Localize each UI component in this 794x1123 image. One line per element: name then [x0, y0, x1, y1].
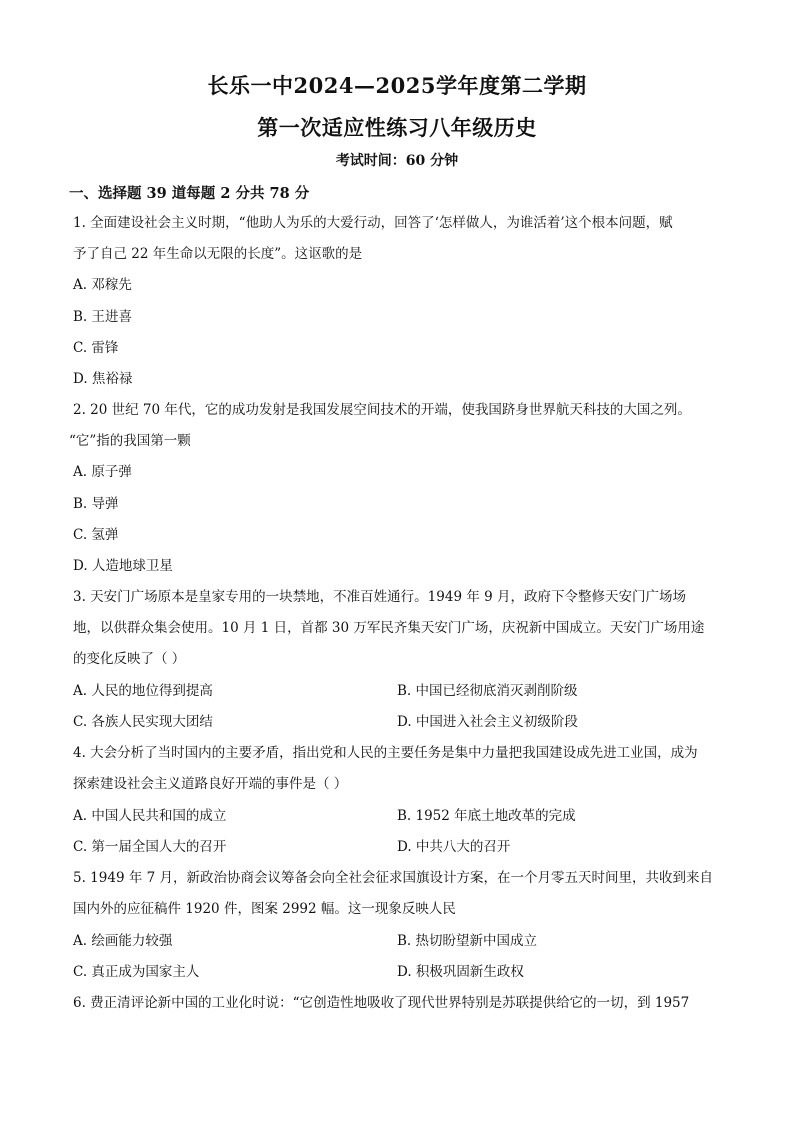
question-4-option-a: A. 中国人民共和国的成立: [73, 808, 227, 824]
question-6-stem-line1: 6. 费正清评论新中国的工业化时说：“它创造性地吸收了现代世界特别是苏联提供给它的一切，到 1957: [73, 995, 690, 1011]
question-5-option-a: A. 绘画能力较强: [73, 933, 173, 949]
question-1-stem-line2: 予了自己 22 年生命以无限的长度”。这讴歌的是: [73, 246, 363, 262]
question-5-option-c: C. 真正成为国家主人: [73, 964, 200, 980]
question-3-option-a: A. 人民的地位得到提高: [73, 683, 213, 699]
question-5-option-b: B. 热切盼望新中国成立: [397, 933, 538, 949]
question-4-option-c: C. 第一届全国人大的召开: [73, 839, 227, 855]
document-title-line2: 第一次适应性练习八年级历史: [257, 115, 537, 140]
question-5-stem-line1: 5. 1949 年 7 月，新政治协商会议筹备会向全社会征求国旗设计方案，在一个月零五天时间里，共收到来自: [73, 870, 713, 886]
question-3-option-b: B. 中国已经彻底消灭剥削阶级: [397, 683, 578, 699]
question-2-stem-line1: 2. 20 世纪 70 年代，它的成功发射是我国发展空间技术的开端，使我国跻身世界航天科技的大国之列。: [73, 402, 691, 418]
question-3-stem-line2: 地，以供群众集会使用。10 月 1 日，首都 30 万军民齐集天安门广场，庆祝新中国成立。天安门广场用途: [73, 620, 705, 636]
section-heading: 一、选择题 39 道每题 2 分共 78 分: [69, 185, 310, 202]
question-1-stem-line1: 1. 全面建设社会主义时期，“他助人为乐的大爱行动，回答了‘怎样做人，为谁活着’这个根本问题，赋: [73, 215, 673, 231]
question-2-option-a: A. 原子弹: [73, 464, 132, 480]
question-1-option-d: D. 焦裕禄: [73, 371, 133, 387]
question-3-stem-line3: 的变化反映了（ ）: [73, 651, 186, 667]
question-5-stem-line2: 国内外的应征稿件 1920 件，图案 2992 幅。这一现象反映人民: [73, 901, 456, 917]
question-4-option-d: D. 中共八大的召开: [397, 839, 511, 855]
question-2-option-c: C. 氢弹: [73, 527, 119, 543]
question-2-stem-line2: “它”指的我国第一颗: [69, 433, 191, 449]
question-3-stem-line1: 3. 天安门广场原本是皇家专用的一块禁地，不准百姓通行。1949 年 9 月，政府下令整修天安门广场场: [73, 589, 686, 605]
question-5-option-d: D. 积极巩固新生政权: [397, 964, 524, 980]
question-3-option-d: D. 中国进入社会主义初级阶段: [397, 714, 578, 730]
question-1-option-c: C. 雷锋: [73, 340, 119, 356]
question-4-stem-line2: 探索建设社会主义道路良好开端的事件是（ ）: [73, 776, 348, 792]
question-1-option-b: B. 王进喜: [73, 309, 133, 325]
question-4-stem-line1: 4. 大会分析了当时国内的主要矛盾，指出党和人民的主要任务是集中力量把我国建设成先进工业国，成为: [73, 745, 698, 761]
question-1-option-a: A. 邓稼先: [73, 277, 132, 293]
question-2-option-d: D. 人造地球卫星: [73, 558, 173, 574]
question-3-option-c: C. 各族人民实现大团结: [73, 714, 213, 730]
document-title-line1: 长乐一中2024—2025学年度第二学期: [207, 73, 587, 98]
question-2-option-b: B. 导弹: [73, 496, 119, 512]
exam-time: 考试时间：60 分钟: [335, 153, 459, 169]
question-4-option-b: B. 1952 年底土地改革的完成: [397, 808, 576, 824]
